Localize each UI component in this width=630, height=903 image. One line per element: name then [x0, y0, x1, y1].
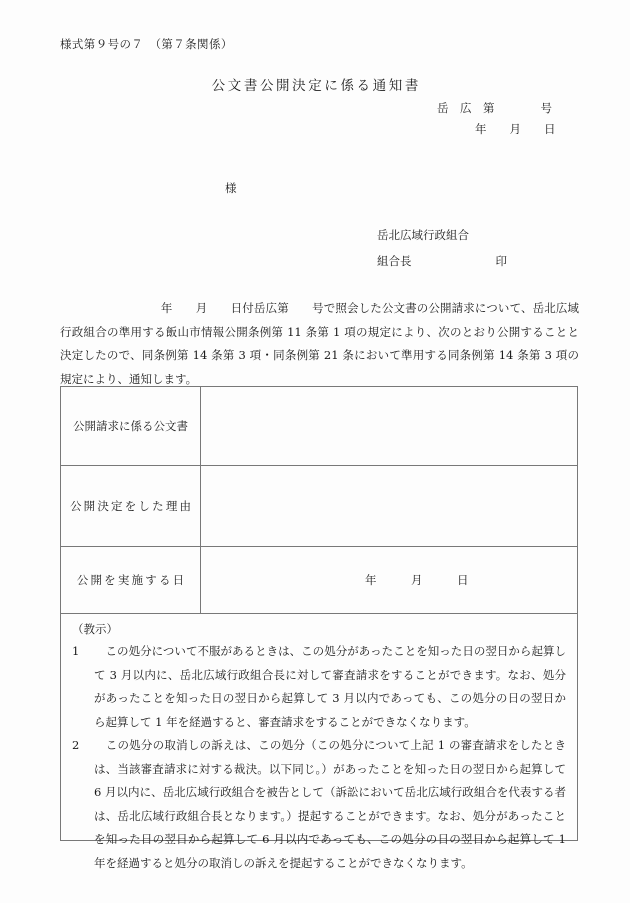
row-value-decision-reason[interactable]	[201, 466, 578, 547]
document-number-block	[415, 98, 585, 140]
body-paragraph: 年 月 日付岳広第 号で照会した公文書の公開請求について、岳北広域行政組合の準用する飯山市情報公開条例第 11 条第 1 項の規定により、次のとおり公開することと決定したので、同条例第 14 条第 3 項・同条例第 21 条において準用する同条例第 14 条第 3 項の規定により、通知します。	[60, 301, 579, 386]
row-label-decision-reason: 公開決定をした理由	[61, 466, 201, 547]
issuer-block	[377, 222, 507, 274]
row-label-disclosure-date: 公開を実施する日	[61, 547, 201, 614]
instruction-item-1-marker: 1	[72, 644, 80, 658]
issuer-title-row	[377, 248, 507, 274]
decision-table	[60, 386, 578, 614]
instruction-item-1-text: この処分について不服があるときは、この処分があったことを知った日の翌日から起算して 3 月以内に、岳北広域行政組合長に対して審査請求をすることができます。なお、処分があったことを知った日の翌日から起算して 3 月以内であっても、この処分の日の翌日から起算して 1 年を経過すると、審査請求をすることができなくなります。	[94, 644, 566, 729]
addressee-honorific: 様	[225, 181, 237, 195]
document-number: 岳 広 第 号	[437, 101, 552, 115]
instruction-heading: （教示）	[72, 622, 118, 636]
table-row	[61, 387, 578, 466]
table-row	[61, 466, 578, 547]
row-value-requested-document[interactable]	[201, 387, 578, 466]
table-row	[61, 547, 578, 614]
instruction-item-2	[72, 734, 566, 875]
seal-mark: 印	[495, 254, 507, 268]
disclosure-date-placeholder: 年 月 日	[365, 573, 469, 587]
instruction-item-2-text: この処分の取消しの訴えは、この処分（この処分について上記 1 の審査請求をしたときは、当該審査請求に対する裁決。以下同じ。）があったことを知った日の翌日から起算して 6 月以内に、岳北広域行政組合を被告として（訴訟において岳北広域行政組合を代表する者は、岳北広域行政組合長となります。）提起することができます。なお、処分があったことを知った日の翌日から起算して 6 月以内であっても、この処分の日の翌日から起算して 1 年を経過すると処分の取消しの訴えを提起することができなくなります。	[94, 738, 566, 870]
instruction-item-1	[72, 640, 566, 734]
row-value-disclosure-date[interactable]	[201, 547, 578, 614]
row-label-requested-document: 公開請求に係る公文書	[61, 387, 201, 466]
instruction-item-2-marker: 2	[72, 738, 80, 752]
issuer-title: 組合長	[377, 254, 412, 268]
issuer-organization: 岳北広域行政組合	[377, 228, 469, 242]
instruction-box	[60, 612, 578, 870]
document-date: 年 月 日	[475, 122, 556, 136]
form-number: 様式第９号の７ （第７条関係）	[60, 37, 233, 51]
page-title: 公文書公開決定に係る通知書	[211, 78, 421, 94]
